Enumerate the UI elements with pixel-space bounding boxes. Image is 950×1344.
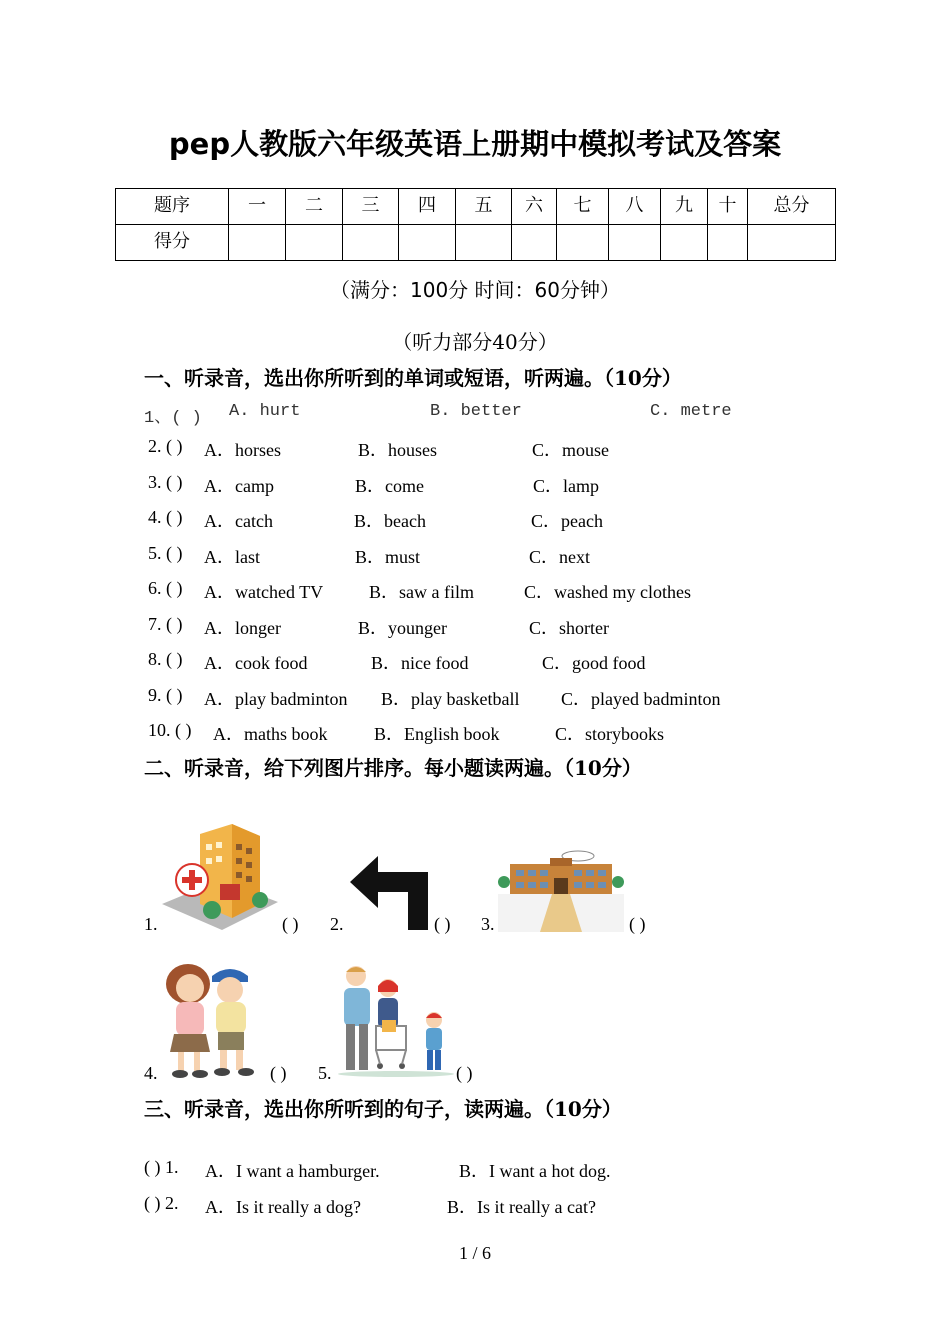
question-number: ( ) 1. <box>144 1157 179 1177</box>
girl-skirt <box>170 1034 210 1052</box>
option-c[interactable]: C．storybooks <box>555 724 665 744</box>
table-cell: 五 <box>456 189 512 225</box>
table-cell: 总分 <box>748 189 836 225</box>
hospital-picture <box>160 822 280 932</box>
table-cell: 二 <box>286 189 343 225</box>
picture-label: 4. <box>144 1063 158 1083</box>
score-input-cell[interactable] <box>229 225 286 261</box>
question-number: 2. ( ) <box>148 436 183 456</box>
exam-info: （满分：100分 时间：60分钟） <box>330 278 620 302</box>
score-input-cell[interactable] <box>286 225 343 261</box>
order-blank[interactable]: ( ) <box>434 914 451 934</box>
order-blank[interactable]: ( ) <box>629 914 646 934</box>
girl-face <box>176 974 204 1002</box>
child-shirt <box>426 1028 442 1050</box>
table-cell: 三 <box>343 189 399 225</box>
option-b[interactable]: B．English book <box>374 724 500 744</box>
question-number: ( ) 2. <box>144 1193 179 1213</box>
table-cell: 得分 <box>116 225 229 261</box>
section3-heading: 三、听录音，选出你所听到的句子，读两遍。（10分） <box>144 1097 622 1121</box>
table-cell: 八 <box>609 189 661 225</box>
option-a[interactable]: A．watched TV <box>204 582 324 602</box>
school-building-picture <box>498 846 624 932</box>
score-table-score-row <box>116 225 836 261</box>
option-a[interactable]: A．cook food <box>204 653 308 673</box>
score-input-cell[interactable] <box>399 225 456 261</box>
family-shopping-picture <box>336 962 456 1078</box>
score-table <box>115 188 836 261</box>
score-input-cell[interactable] <box>343 225 399 261</box>
option-c[interactable]: C．washed my clothes <box>524 582 691 602</box>
children-walking-picture <box>160 960 268 1080</box>
picture-label: 5. <box>318 1063 332 1083</box>
table-cell: 九 <box>661 189 708 225</box>
score-input-cell[interactable] <box>708 225 748 261</box>
question-number: 8. ( ) <box>148 649 183 669</box>
question-number: 10. ( ) <box>148 720 192 740</box>
option-c[interactable]: C．shorter <box>529 618 609 638</box>
page-number: 1 / 6 <box>458 1243 491 1263</box>
option-b[interactable]: B．houses <box>358 440 438 460</box>
table-cell: 六 <box>512 189 557 225</box>
picture-label: 2. <box>330 914 344 934</box>
option-c[interactable]: C. metre <box>650 402 732 421</box>
option-b[interactable]: B．must <box>355 547 421 567</box>
option-c[interactable]: C．good food <box>542 653 646 673</box>
option-a[interactable]: A．maths book <box>213 724 328 744</box>
score-input-cell[interactable] <box>748 225 836 261</box>
bush <box>252 892 268 908</box>
question-number: 5. ( ) <box>148 543 183 563</box>
option-a[interactable]: A．longer <box>204 618 281 638</box>
option-c[interactable]: C．played badminton <box>561 689 721 709</box>
turn-left-arrow-icon <box>348 854 432 932</box>
score-table-header-row <box>116 189 836 225</box>
hospital-door <box>220 884 240 900</box>
score-input-cell[interactable] <box>557 225 609 261</box>
option-b[interactable]: B．come <box>355 476 424 496</box>
turn-left-arrow-shape <box>350 856 428 930</box>
boy-face <box>217 977 243 1003</box>
table-cell: 七 <box>557 189 609 225</box>
order-blank[interactable]: ( ) <box>282 914 299 934</box>
picture-label: 3. <box>481 914 495 934</box>
score-input-cell[interactable] <box>512 225 557 261</box>
boy-shirt <box>216 1002 246 1034</box>
option-c[interactable]: C．next <box>529 547 590 567</box>
father-shirt <box>344 988 370 1026</box>
girl-shirt <box>176 1002 204 1036</box>
tree <box>498 876 510 888</box>
option-a[interactable]: A．I want a hamburger. <box>205 1161 380 1181</box>
page-title: pep人教版六年级英语上册期中模拟考试及答案 <box>168 127 782 161</box>
score-input-cell[interactable] <box>609 225 661 261</box>
option-a[interactable]: A．camp <box>204 476 274 496</box>
table-cell: 四 <box>399 189 456 225</box>
option-a[interactable]: A．play badminton <box>204 689 348 709</box>
picture-label: 1. <box>144 914 158 934</box>
floor-shadow <box>338 1071 454 1077</box>
option-b[interactable]: B．beach <box>354 511 426 531</box>
question-number: 7. ( ) <box>148 614 183 634</box>
order-blank[interactable]: ( ) <box>456 1063 473 1083</box>
option-b[interactable]: B. better <box>430 402 522 421</box>
question-number: 1、( ) <box>144 409 202 428</box>
option-b[interactable]: B．play basketball <box>381 689 520 709</box>
listening-part-heading: （听力部分40分） <box>392 330 558 354</box>
table-cell: 十 <box>708 189 748 225</box>
option-a[interactable]: A．Is it really a dog? <box>205 1197 361 1217</box>
option-b[interactable]: B．I want a hot dog. <box>459 1161 611 1181</box>
option-c[interactable]: C．peach <box>531 511 603 531</box>
option-a[interactable]: A．last <box>204 547 260 567</box>
option-a[interactable]: A. hurt <box>229 402 301 421</box>
option-b[interactable]: B．Is it really a cat? <box>447 1197 596 1217</box>
tree <box>612 876 624 888</box>
option-b[interactable]: B．nice food <box>371 653 469 673</box>
building-roof <box>550 858 572 866</box>
question-number: 6. ( ) <box>148 578 183 598</box>
score-input-cell[interactable] <box>661 225 708 261</box>
option-b[interactable]: B．younger <box>358 618 447 638</box>
table-cell: 一 <box>229 189 286 225</box>
question-number: 4. ( ) <box>148 507 183 527</box>
section1-heading: 一、听录音，选出你所听到的单词或短语，听两遍。（10分） <box>144 366 682 390</box>
option-b[interactable]: B．saw a film <box>369 582 474 602</box>
option-c[interactable]: C．lamp <box>533 476 599 496</box>
order-blank[interactable]: ( ) <box>270 1063 287 1083</box>
bush <box>203 901 221 919</box>
table-cell: 题序 <box>116 189 229 225</box>
boy-shorts <box>218 1032 244 1050</box>
question-number: 3. ( ) <box>148 472 183 492</box>
building-door <box>554 878 568 894</box>
option-a[interactable]: A．horses <box>204 440 281 460</box>
option-a[interactable]: A．catch <box>204 511 273 531</box>
question-number: 9. ( ) <box>148 685 183 705</box>
section2-heading: 二、听录音，给下列图片排序。每小题读两遍。（10分） <box>144 756 642 780</box>
option-c[interactable]: C．mouse <box>532 440 610 460</box>
score-input-cell[interactable] <box>456 225 512 261</box>
